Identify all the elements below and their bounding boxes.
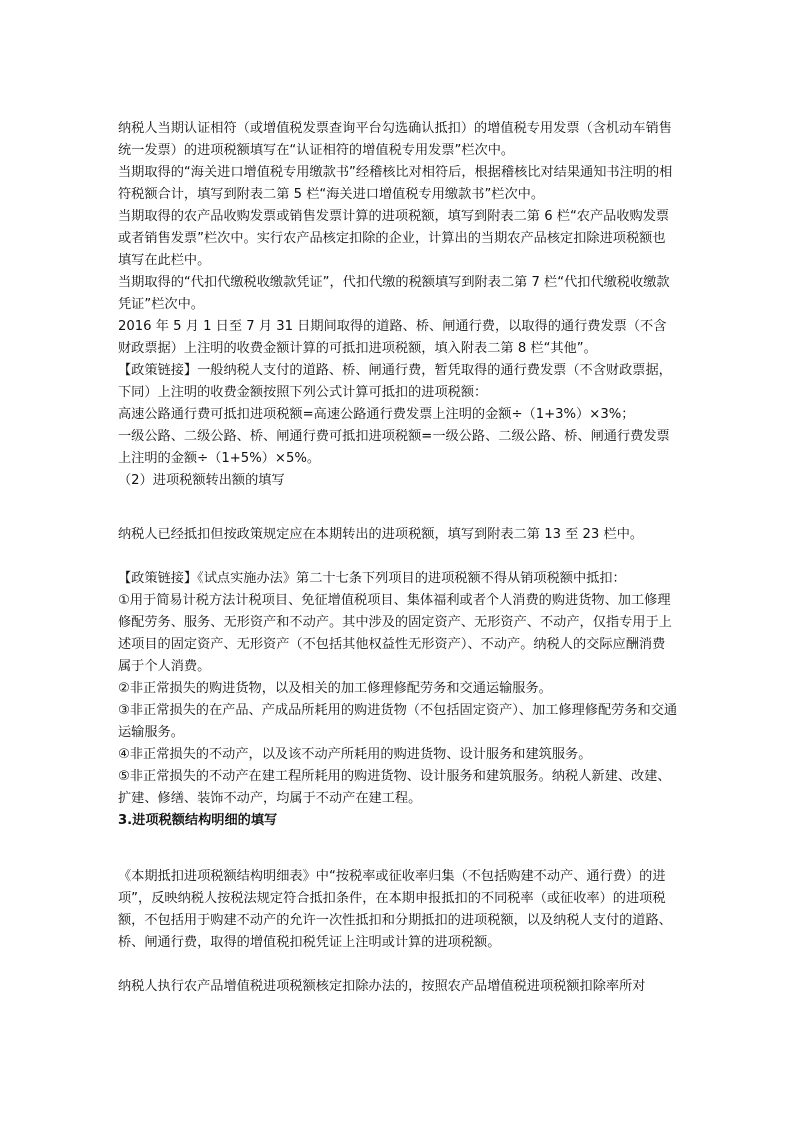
paragraph-agricultural-invoices: 当期取得的农产品收购发票或销售发票计算的进项税额，填写到附表二第 6 栏“农产品收购发票或者销售发票”栏次中。实行农产品核定扣除的企业，计算出的当期农产品核定扣除进项税额也填写在此栏中。	[118, 209, 670, 268]
paragraph-withholding-certificate: 当期取得的“代扣代缴税收缴款凭证”，代扣代缴的税额填写到附表二第 7 栏“代扣代缴税收缴款凭证”栏次中。	[118, 275, 670, 312]
paragraph-customs-payment: 当期取得的“海关进口增值税专用缴款书”经稽核比对相符后，根据稽核比对结果通知书注明的相符税额合计，填写到附表二第 5 栏“海关进口增值税专用缴款书”栏次中。	[118, 165, 673, 202]
paragraph-structure-detail: 《本期抵扣进项税额结构明细表》中“按税率或征收率归集（不包括购建不动产、通行费）的进项”，反映纳税人按税法规定符合抵扣条件，在本期申报抵扣的不同税率（或征收率）的进项税额，不包括用于购建不动产的允许一次性抵扣和分期抵扣的进项税额，以及纳税人支付的道路、桥、闸通行费，取得的增值税扣税凭证上注明或计算的进项税额。	[118, 869, 672, 950]
paragraph-certified-invoices: 纳税人当期认证相符（或增值税发票查询平台勾选确认抵扣）的增值税专用发票（含机动车销售统一发票）的进项税额填写在“认证相符的增值税专用发票”栏次中。	[118, 121, 672, 158]
list-item-3: ③非正常损失的在产品、产成品所耗用的购进货物（不包括固定资产）、加工修理修配劳务和交通运输服务。	[118, 703, 678, 740]
paragraph-policy-link-toll: 【政策链接】一般纳税人支付的道路、桥、闸通行费，暂凭取得的通行费发票（不含财政票据，下同）上注明的收费金额按照下列公式计算可抵扣的进项税额：	[118, 363, 672, 400]
list-item-2: ②非正常损失的购进货物，以及相关的加工修理修配劳务和交通运输服务。	[118, 681, 552, 696]
list-item-5: ⑤非正常损失的不动产在建工程所耗用的购进货物、设计服务和建筑服务。纳税人新建、改建、扩建、修缮、装饰不动产，均属于不动产在建工程。	[118, 769, 671, 806]
subheading-tax-transfer-out: （2）进项税额转出额的填写	[118, 473, 285, 488]
formula-expressway: 高速公路通行费可抵扣进项税额=高速公路通行费发票上注明的金额÷（1+3%）×3%；	[118, 407, 635, 422]
paragraph-agricultural-deduction: 纳税人执行农产品增值税进项税额核定扣除办法的，按照农产品增值税进项税额扣除率所对	[118, 979, 646, 994]
section-heading-3: 3.进项税额结构明细的填写	[118, 813, 278, 828]
list-item-1: ①用于简易计税方法计税项目、免征增值税项目、集体福利或者个人消费的购进货物、加工修理修配劳务、服务、无形资产和不动产。其中涉及的固定资产、无形资产、不动产，仅指专用于上述项目的固定资产、无形资产（不包括其他权益性无形资产）、不动产。纳税人的交际应酬消费属于个人消费。	[118, 593, 672, 674]
paragraph-transfer-out: 纳税人已经抵扣但按政策规定应在本期转出的进项税额，填写到附表二第 13 至 23 栏中。	[118, 527, 644, 542]
formula-roads-bridges: 一级公路、二级公路、桥、闸通行费可抵扣进项税额=一级公路、二级公路、桥、闸通行费发票上注明的金额÷（1+5%）×5%。	[118, 429, 670, 466]
paragraph-toll-fees: 2016 年 5 月 1 日至 7 月 31 日期间取得的道路、桥、闸通行费，以取得的通行费发票（不含财政票据）上注明的收费金额计算的可抵扣进项税额，填入附表二第 8 栏“其他”。	[118, 319, 667, 356]
list-item-4: ④非正常损失的不动产，以及该不动产所耗用的购进货物、设计服务和建筑服务。	[118, 747, 592, 762]
paragraph-policy-link-article-27: 【政策链接】《试点实施办法》第二十七条下列项目的进项税额不得从销项税额中抵扣：	[118, 571, 626, 586]
document-page	[118, 118, 678, 998]
